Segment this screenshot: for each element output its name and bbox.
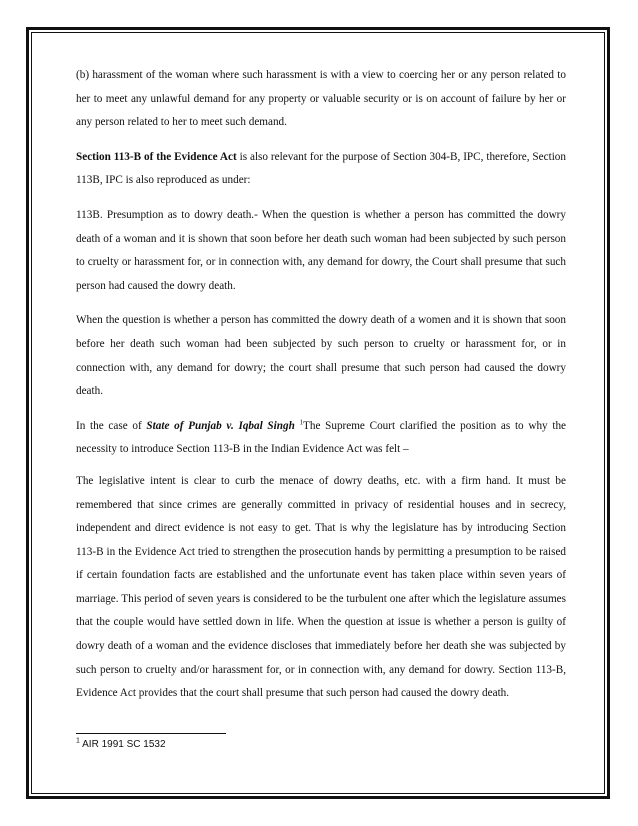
paragraph-clause-b [76,64,566,135]
footnote-number: 1 [76,737,80,745]
section-113b-intro-text: is also relevant for the purpose of Section 304-B, IPC, therefore, Section 113B, IPC is also reproduced as under: [76,150,566,187]
footnote-reference[interactable]: 1 [299,417,304,426]
section-113b-text: 113B. Presumption as to dowry death.- When the question is whether a person has committed the dowry death of a woman and it is shown that soon before her death such woman had been subjected by such person to cruelty or harassment for, or in connection with, any demand for dowry, the Court shall presume that such person had caused the dowry death. [76,208,566,292]
footnote-text: AIR 1991 SC 1532 [79,739,166,750]
paragraph-legislative-intent [76,470,566,706]
paragraph-restatement [76,309,566,403]
legislative-intent-text: The legislative intent is clear to curb the menace of dowry deaths, etc. with a firm hand. It must be remembered that since crimes are generally committed in privacy of residential houses and in secrecy, independent and direct evidence is not easy to get. That is why the legislature has by introducing Section 113-B in the Evidence Act tried to strengthen the prosecution hands by permitting a presumption to be raised if certain foundation facts are established and the unfortunate event has taken place within seven years of marriage. This period of seven years is considered to be the turbulent one after which the legislature assumes that the couple would have settled down in life. When the question at issue is whether a person is guilty of dowry death of a woman and the evidence discloses that immediately before her death she was subjected by such person to cruelty and/or harassment for, or in connection with, any demand for dowry. Section 113-B, Evidence Act provides that the court shall presume that such person had caused the dowry death. [76,474,566,700]
footnote-divider [76,733,226,734]
footnote [76,739,166,750]
restatement-text: When the question is whether a person has committed the dowry death of a women and it is shown that soon before her death such woman had been subjected by such person to cruelty or harassment for, or in connection with, any demand for dowry; the court shall presume that such person had caused the dowry death. [76,314,566,398]
case-intro-prefix: In the case of [76,419,147,432]
section-113b-heading: Section 113-B of the Evidence Act [76,150,237,163]
case-name: State of Punjab v. Iqbal Singh [146,419,295,432]
paragraph-section-113b-text [76,204,566,298]
document-body [76,64,566,717]
clause-b-text: (b) harassment of the woman where such harassment is with a view to coercing her or any person related to her to meet any unlawful demand for any property or valuable security or is on account of failure by her or any person related to her to meet such demand. [76,69,566,129]
paragraph-case-intro [76,415,566,462]
case-intro-text: The Supreme Court clarified the position as to why the necessity to introduce Section 113-B in the Indian Evidence Act was felt – [76,419,567,456]
paragraph-section-113b-intro [76,146,566,193]
